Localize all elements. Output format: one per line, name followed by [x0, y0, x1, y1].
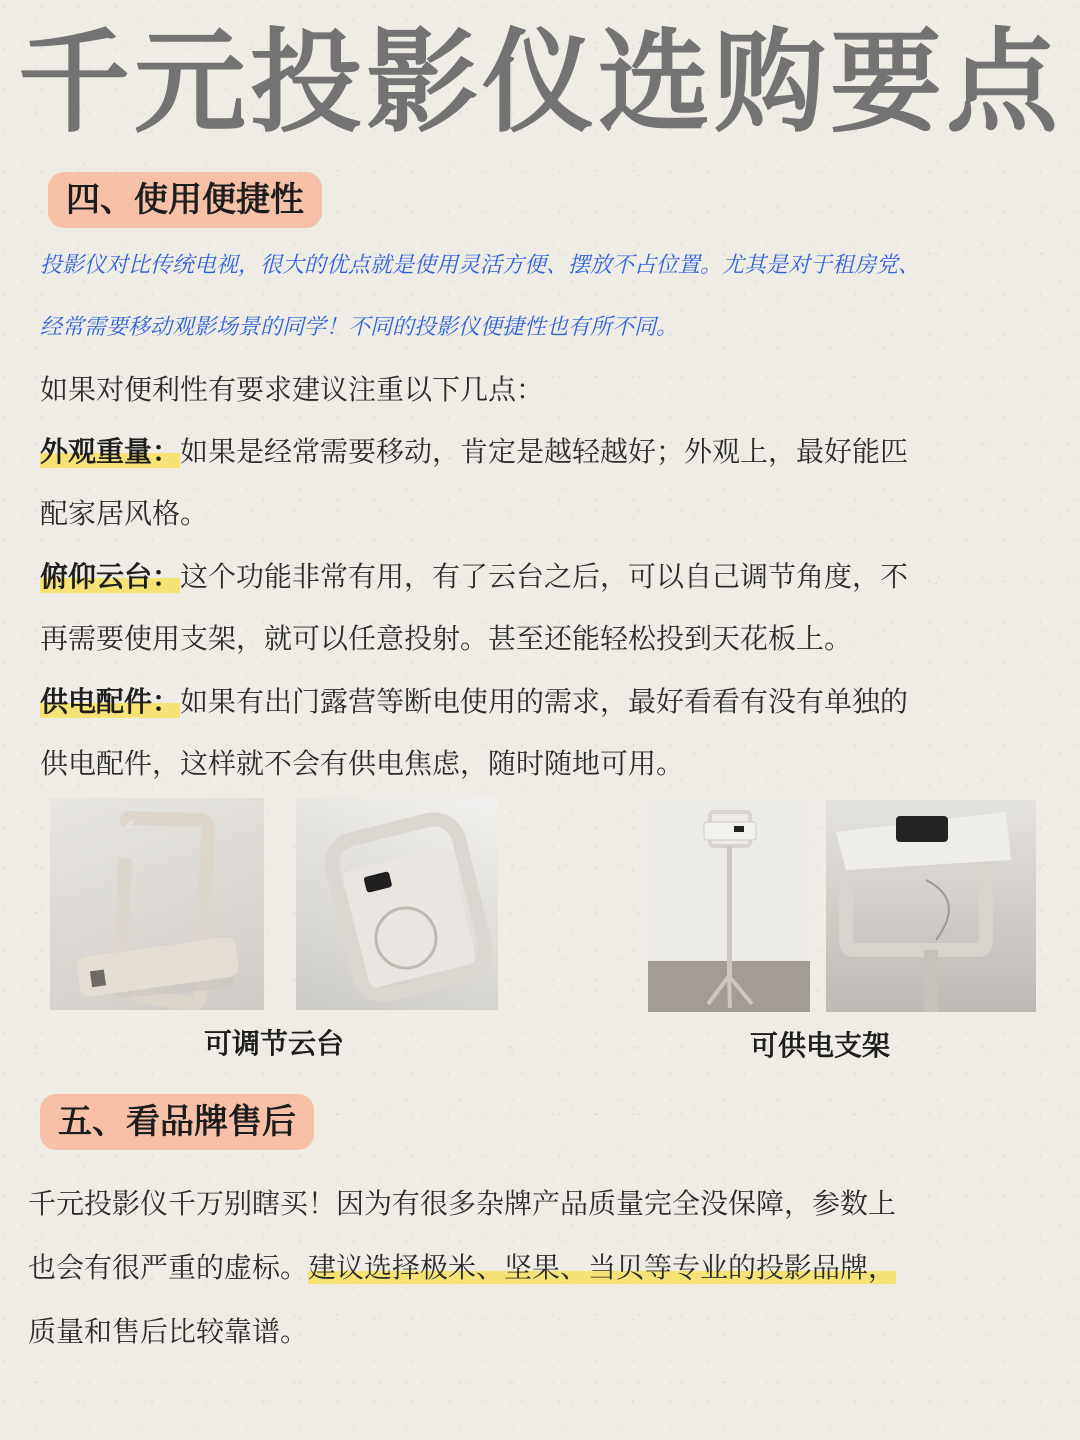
- projector-gimbal-photo-front: [296, 798, 498, 1010]
- tip-power-accessory: [40, 680, 1050, 720]
- tip-text-continuation: 配家居风格。: [40, 497, 209, 530]
- tip-text: 如果是经常需要移动，肯定是越轻越好；外观上，最好能匹: [180, 435, 909, 468]
- tip-label: 外观重量：: [40, 435, 181, 468]
- tip-text-continuation: 再需要使用支架，就可以任意投射。甚至还能轻松投到天花板上。: [40, 622, 853, 655]
- caption-powered-stand: 可供电支架: [750, 1029, 891, 1062]
- tip-text: 如果有出门露营等断电使用的需求，最好看看有没有单独的: [180, 685, 909, 718]
- tip-label: 俯仰云台：: [40, 560, 181, 593]
- tips-lead-text: 如果对便利性有要求建议注重以下几点：: [40, 373, 545, 406]
- tip-tilt-gimbal: [40, 555, 1050, 595]
- projector-stand-photo-full: [648, 800, 810, 1012]
- section-heading-convenience: 四、使用便捷性: [48, 172, 322, 228]
- tip-text-continuation: 供电配件，这样就不会有供电焦虑，随时随地可用。: [40, 747, 685, 780]
- brand-text-line-2: [28, 1246, 1038, 1286]
- projector-gimbal-photo-side: [50, 798, 264, 1010]
- tip-text: 这个功能非常有用，有了云台之后，可以自己调节角度，不: [180, 560, 909, 593]
- tip-appearance-weight: [40, 430, 1050, 470]
- tip-label: 供电配件：: [40, 685, 181, 718]
- caption-adjustable-gimbal: 可调节云台: [204, 1027, 345, 1060]
- brand-text-line-3: 质量和售后比较靠谱。: [28, 1315, 309, 1348]
- section-heading-brand-aftersales: 五、看品牌售后: [40, 1094, 314, 1150]
- page-title: 千元投影仪选购要点: [18, 18, 1062, 148]
- intro-text-line-2: 经常需要移动观影场景的同学！不同的投影仪便捷性也有所不同。: [40, 315, 679, 340]
- projector-stand-photo-closeup: [826, 800, 1036, 1012]
- brand-recommendation-highlight: 建议选择极米、坚果、当贝等专业的投影品牌，: [308, 1251, 897, 1284]
- brand-text-plain: 也会有很严重的虚标。: [28, 1251, 309, 1284]
- brand-text-line-1: 千元投影仪千万别瞎买！因为有很多杂牌产品质量完全没保障，参数上: [28, 1187, 897, 1220]
- intro-text-line-1: 投影仪对比传统电视，很大的优点就是使用灵活方便、摆放不占位置。尤其是对于租房党、: [40, 253, 921, 278]
